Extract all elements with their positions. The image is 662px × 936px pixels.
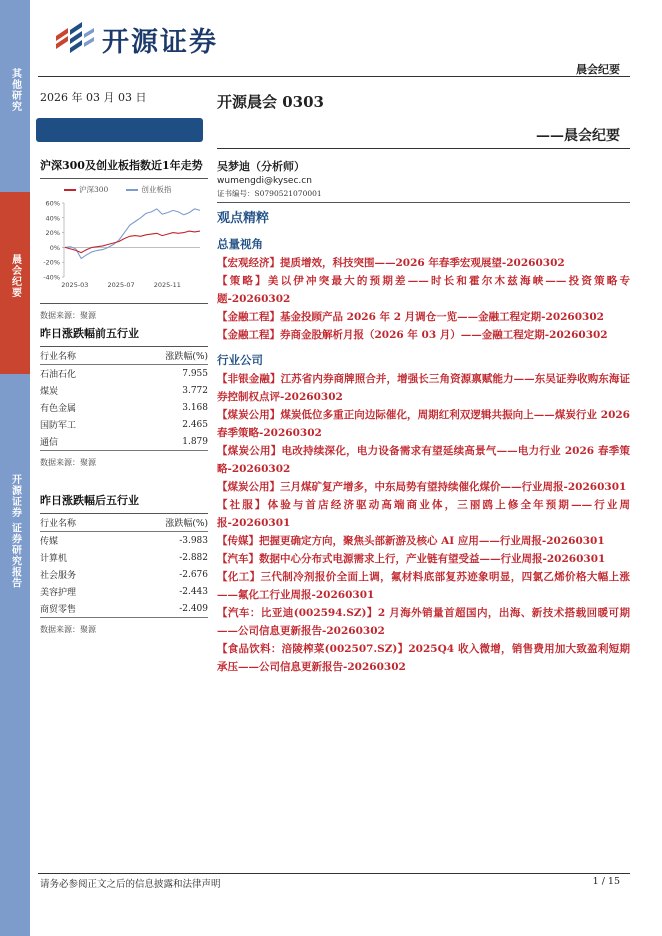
list-item[interactable]: 【煤炭公用】电改持续深化，电力设备需求有望延续高景气——电力行业 2026 春季策略-20260302 — [217, 445, 630, 475]
top-industries-source: 数据来源：聚源 — [40, 458, 96, 467]
industry-name: 传媒 — [40, 537, 59, 547]
highlights-section — [217, 207, 630, 676]
bottom-industries-section — [40, 492, 208, 635]
industry-change: -2.882 — [179, 552, 208, 563]
series-line-hs300 — [65, 231, 200, 253]
macro-list — [217, 254, 630, 344]
title-divider — [217, 148, 630, 149]
legend-label-chinext: 创业板指 — [141, 185, 172, 194]
table-row — [40, 583, 208, 600]
list-item[interactable]: 【汽车】数据中心分布式电源需求上行，产业链有望受益——行业周报-20260301 — [217, 553, 606, 565]
table-row — [40, 433, 208, 451]
chart-section-title: 沪深300及创业板指数近1年走势 — [40, 159, 203, 172]
top-industries-section — [40, 325, 208, 468]
industry-name: 商贸零售 — [40, 600, 117, 618]
list-item[interactable]: 【金融工程】券商金股解析月报（2026 年 03 月）——金融工程定期-20260302 — [217, 329, 608, 341]
list-item[interactable]: 【非银金融】江苏省内券商牌照合并，增强长三角资源禀赋能力——东吴证券收购东海证券控制权点评-20260302 — [217, 373, 630, 403]
column-header-industry: 行业名称 — [40, 347, 117, 365]
industry-change: 1.879 — [117, 433, 208, 451]
industry-change: 7.955 — [182, 368, 208, 379]
y-tick-label: 60% — [45, 199, 60, 208]
bottom-industries-title: 昨日涨跌幅后五行业 — [40, 494, 139, 507]
legend-label-hs300: 沪深300 — [79, 185, 109, 194]
industry-name: 美容护理 — [40, 588, 77, 598]
table-header-row — [40, 347, 208, 365]
industry-name: 煤炭 — [40, 387, 59, 397]
sidebar-label-middle: 晨会纪要 — [9, 254, 21, 298]
x-tick-label: 2025-11 — [153, 281, 181, 289]
analyst-divider — [217, 202, 630, 203]
y-tick-label: 40% — [45, 214, 60, 223]
industry-change: 3.168 — [182, 402, 208, 413]
table-row — [40, 532, 208, 550]
industry-change: -3.983 — [179, 535, 208, 546]
sidebar-label-bottom: 开源证券 证券研究报告 — [9, 474, 21, 589]
report-date: 2026 年 03 月 03 日 — [40, 91, 147, 104]
table-row — [40, 365, 208, 383]
y-tick-label: 0% — [49, 243, 60, 252]
list-item[interactable]: 【煤炭公用】煤炭低位多重正向边际催化，周期红利双逻辑共振向上——煤炭行业 2026 春季策略-20260302 — [217, 409, 630, 439]
y-tick-label: -40% — [43, 273, 60, 282]
list-item[interactable]: 【传媒】把握更确定方向，聚焦头部新游及核心 AI 应用——行业周报-20260301 — [217, 535, 605, 547]
footer-divider — [38, 873, 630, 874]
industry-name: 通信 — [40, 433, 117, 451]
header-divider — [38, 76, 630, 77]
company-logo — [52, 20, 218, 59]
sidebar-segment-other-research — [0, 0, 30, 192]
industry-name: 石油石化 — [40, 370, 77, 380]
sidebar-segment-morning-notes — [0, 192, 30, 374]
list-item[interactable]: 【社服】体验与首店经济驱动高端商业体，三丽鸥上修全年预期——行业周报-20260301 — [217, 499, 630, 529]
list-item[interactable]: 【金融工程】基金投顾产品 2026 年 2 月调仓一览——金融工程定期-20260302 — [217, 311, 604, 323]
list-item[interactable]: 【食品饮料：涪陵榨菜(002507.SZ)】2025Q4 收入微增，销售费用加大致盈利短期承压——公司信息更新报告-20260302 — [217, 643, 630, 673]
chart-divider — [40, 178, 208, 179]
top-industries-title: 昨日涨跌幅前五行业 — [40, 327, 139, 340]
date-banner — [36, 118, 203, 142]
highlights-title: 观点精粹 — [217, 211, 270, 226]
industry-name: 社会服务 — [40, 571, 77, 581]
analyst-info — [217, 158, 630, 203]
logo-text: 开源证券 — [102, 27, 218, 58]
table-row — [40, 416, 208, 433]
analyst-cert: 证书编号：S0790521070001 — [217, 189, 322, 198]
list-item[interactable]: 【化工】三代制冷剂报价全面上调，氟材料底部复苏迹象明显，四氯乙烯价格大幅上涨——氟化工行业周报-20260301 — [217, 571, 630, 601]
list-item[interactable]: 【煤炭公用】三月煤矿复产增多，中东局势有望持续催化煤价——行业周报-20260301 — [217, 481, 627, 493]
industry-change: 3.772 — [182, 385, 208, 396]
industry-name: 计算机 — [40, 554, 68, 564]
logo-mark-icon — [52, 22, 96, 58]
left-sidebar — [0, 0, 30, 936]
table-row — [40, 600, 208, 618]
bottom-industries-source: 数据来源：聚源 — [40, 625, 96, 634]
legend-item-chinext — [126, 184, 171, 195]
index-chart-section — [40, 157, 208, 321]
page-subtitle: ——晨会纪要 — [536, 128, 620, 144]
industry-section-title: 行业公司 — [217, 353, 263, 367]
page-number: 1 / 15 — [592, 876, 620, 887]
y-tick-label: 20% — [45, 229, 60, 238]
y-tick-label: -20% — [43, 258, 60, 267]
top-industries-table — [40, 347, 208, 451]
table-row — [40, 566, 208, 583]
industry-name: 有色金属 — [40, 404, 77, 414]
industry-list — [217, 370, 630, 676]
industry-change: 2.465 — [182, 419, 208, 430]
index-line-chart — [40, 197, 208, 297]
industry-change: -2.409 — [117, 600, 208, 618]
bottom-industries-table — [40, 514, 208, 618]
chart-legend — [40, 184, 208, 195]
industry-name: 国防军工 — [40, 421, 77, 431]
list-item[interactable]: 【宏观经济】提质增效，科技突围——2026 年春季宏观展望-20260302 — [217, 257, 565, 269]
industry-change: -2.676 — [179, 569, 208, 580]
table-row — [40, 549, 208, 566]
sidebar-segment-report — [0, 374, 30, 936]
analyst-name: 吴梦迪（分析师） — [217, 160, 305, 173]
series-line-chinext — [65, 209, 200, 259]
sidebar-label-top: 其他研究 — [9, 68, 21, 112]
footer-disclaimer: 请务必参阅正文之后的信息披露和法律声明 — [40, 879, 221, 890]
table-header-row — [40, 514, 208, 532]
list-item[interactable]: 【策略】美以伊冲突最大的预期差——时长和霍尔木兹海峡——投资策略专题-20260302 — [217, 275, 630, 305]
column-header-industry: 行业名称 — [40, 514, 117, 532]
x-tick-label: 2025-07 — [107, 281, 135, 289]
column-header-change: 涨跌幅(%) — [117, 514, 208, 532]
analyst-email[interactable]: wumengdi@kysec.cn — [217, 176, 312, 186]
macro-section-title: 总量视角 — [217, 237, 263, 251]
industry-change: -2.443 — [179, 586, 208, 597]
column-header-change: 涨跌幅(%) — [117, 347, 208, 365]
header-tag: 晨会纪要 — [576, 63, 620, 76]
legend-item-hs300 — [64, 184, 108, 195]
page-title: 开源晨会 0303 — [217, 93, 324, 111]
table-row — [40, 382, 208, 399]
list-item[interactable]: 【汽车：比亚迪(002594.SZ)】2 月海外销量首超国内，出海、新技术搭载回暖可期——公司信息更新报告-20260302 — [217, 607, 630, 637]
table-row — [40, 399, 208, 416]
x-tick-label: 2025-03 — [61, 281, 89, 289]
chart-source: 数据来源：聚源 — [40, 311, 96, 320]
chart-bottom-divider — [40, 303, 208, 304]
